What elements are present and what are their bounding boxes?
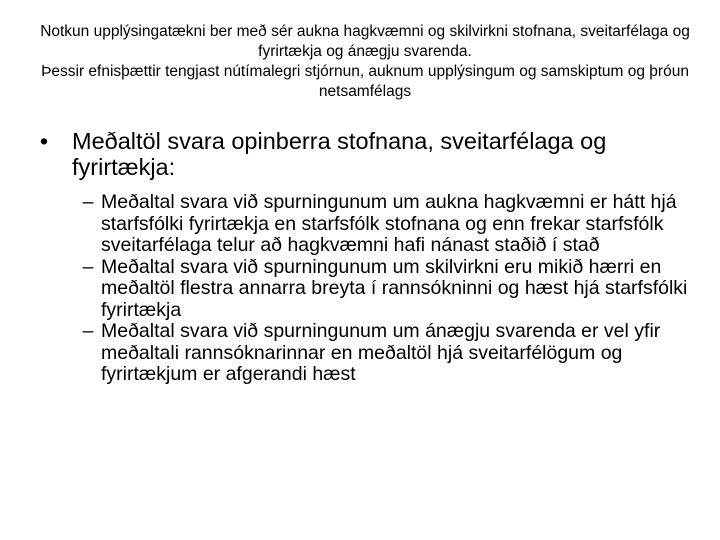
main-bullet [30,128,710,386]
intro-paragraph-2: Þessir efnisþættir tengjast nútímalegri stjórnun, auknum upplýsingum og samskiptum og þróun netsamfélags [41,63,689,100]
sub-bullet-list [72,192,710,386]
sub-bullet-text: Meðaltal svara við spurningunum um aukna hagkvæmni er hátt hjá starfsfólki fyrirtækja en starfsfólk stofnana og enn frekar starfsfólk sveitarfélaga telur að hagkvæmni hafi nánast staðið í stað [101,191,677,256]
sub-bullet [72,257,691,322]
bullet-list [30,128,710,386]
sub-bullet-text: Meðaltal svara við spurningunum um skilvirkni eru mikið hærri en meðaltöl flestra annarra breyta í rannsókninni og hæst hjá starfsfólki fyrirtækja [101,255,688,321]
sub-bullet [72,192,691,257]
dash-marker: – [82,191,94,213]
intro-text [40,22,690,102]
sub-bullet [72,321,691,386]
main-bullet-text: Meðaltöl svara opinberra stofnana, sveitarfélaga og fyrirtækja: [72,128,607,180]
dash-marker: – [82,320,94,342]
bullet-marker: • [39,128,49,154]
sub-bullet-text: Meðaltal svara við spurningunum um ánægju svarenda er vel yfir meðaltali rannsóknarinnar en meðaltöl hjá sveitarfélögum og fyrirtækjum er afgerandi hæst [101,320,661,385]
dash-marker: – [82,255,94,278]
intro-paragraph-1: Notkun upplýsingatækni ber með sér aukna hagkvæmni og skilvirkni stofnana, sveitarfélaga og fyrirtækja og ánægju svarenda. [40,23,690,60]
